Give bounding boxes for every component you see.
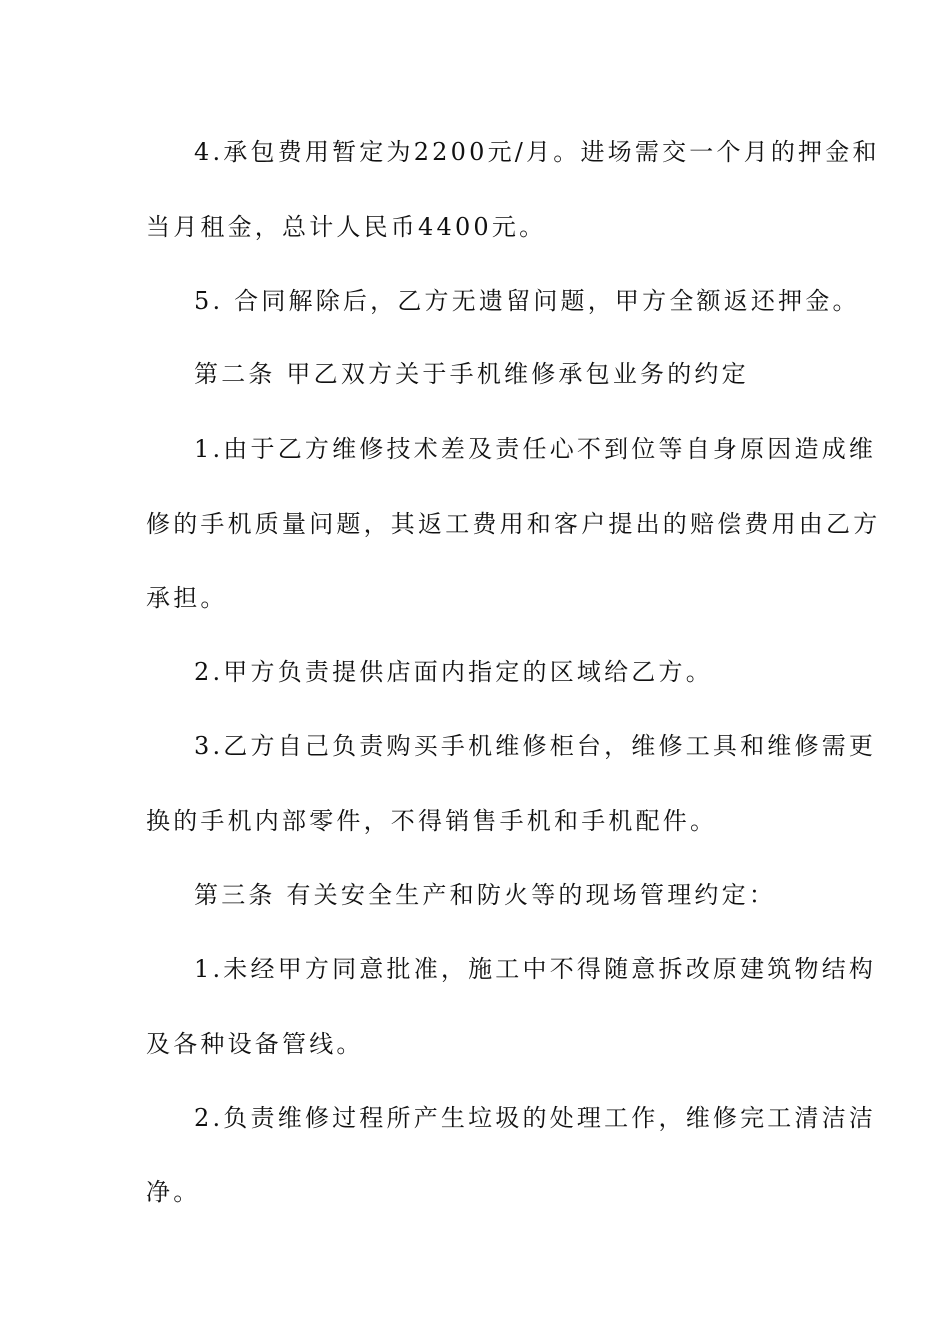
article-2-item-3-line-1: 3.乙方自己负责购买手机维修柜台，维修工具和维修需更 [194, 732, 877, 760]
article-2-item-1-line-3: 承担。 [146, 584, 228, 612]
article-2-item-3-line-2: 换的手机内部零件，不得销售手机和手机配件。 [146, 807, 718, 835]
article-3-item-2-line-1: 2.负责维修过程所产生垃圾的处理工作，维修完工清洁洁 [194, 1104, 877, 1132]
article-2-item-2: 2.甲方负责提供店面内指定的区域给乙方。 [194, 658, 713, 686]
article-3-item-2-line-2: 净。 [146, 1178, 201, 1206]
clause-4-fee-line-1: 4.承包费用暂定为2200元/月。进场需交一个月的押金和 [194, 138, 880, 166]
article-2-item-1-line-2: 修的手机质量问题，其返工费用和客户提出的赔偿费用由乙方 [146, 510, 881, 538]
clause-5-deposit-return: 5. 合同解除后，乙方无遗留问题，甲方全额返还押金。 [194, 287, 860, 315]
article-2-heading: 第二条 甲乙双方关于手机维修承包业务的约定 [194, 360, 749, 388]
clause-4-fee-line-2: 当月租金，总计人民币4400元。 [146, 213, 547, 241]
article-3-item-1-line-1: 1.未经甲方同意批准，施工中不得随意拆改原建筑物结构 [194, 955, 877, 983]
article-3-heading: 第三条 有关安全生产和防火等的现场管理约定： [194, 881, 777, 909]
article-3-item-1-line-2: 及各种设备管线。 [146, 1030, 364, 1058]
article-2-item-1-line-1: 1.由于乙方维修技术差及责任心不到位等自身原因造成维 [194, 435, 877, 463]
